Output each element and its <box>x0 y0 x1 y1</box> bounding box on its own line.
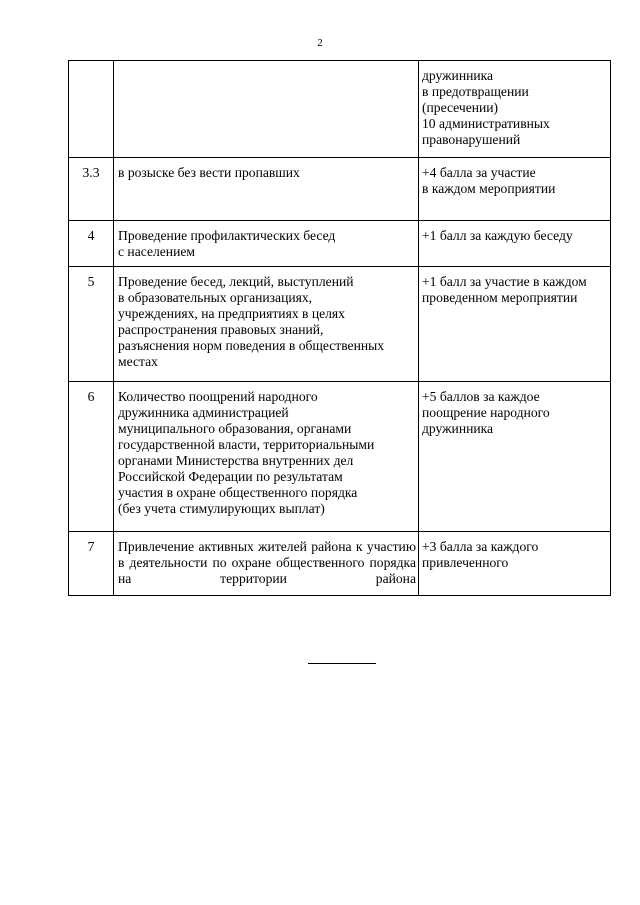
table-row <box>69 221 611 267</box>
page-number: 2 <box>317 37 323 49</box>
row-description-cell: Количество поощрений народного дружинника администрацией муниципального образования, органами государственной власти, территориальными органами Министерства внутренних дел Российской Федерации по результатам участия в охране общественного порядка (без учета стимулирующих выплат) <box>114 382 419 532</box>
table-row <box>69 382 611 532</box>
criteria-table <box>68 60 611 596</box>
row-description-cell: Привлечение активных жителей района к участию в деятельности по охране общественного порядка на территории района <box>114 532 419 596</box>
row-points-cell: +4 балла за участие в каждом мероприятии <box>419 158 611 221</box>
row-points-cell: дружинника в предотвращении (пресечении) 10 административных правонарушений <box>419 61 611 158</box>
end-of-document-line <box>308 663 376 664</box>
row-number-cell: 4 <box>69 221 114 267</box>
row-number-cell: 6 <box>69 382 114 532</box>
row-description-cell: Проведение бесед, лекций, выступлений в образовательных организациях, учреждениях, на предприятиях в целях распространения правовых знаний, разъяснения норм поведения в общественных местах <box>114 267 419 382</box>
row-number-cell: 5 <box>69 267 114 382</box>
table-row <box>69 532 611 596</box>
row-number-cell: 7 <box>69 532 114 596</box>
table-row <box>69 158 611 221</box>
row-points-cell: +1 балл за участие в каждом проведенном мероприятии <box>419 267 611 382</box>
row-description-cell <box>114 61 419 158</box>
row-points-cell: +3 балла за каждого привлеченного <box>419 532 611 596</box>
row-number-cell: 3.3 <box>69 158 114 221</box>
row-points-cell: +5 баллов за каждое поощрение народного дружинника <box>419 382 611 532</box>
row-points-cell: +1 балл за каждую беседу <box>419 221 611 267</box>
table-row <box>69 267 611 382</box>
row-description-cell: Проведение профилактических бесед с населением <box>114 221 419 267</box>
table-row <box>69 61 611 158</box>
row-number-cell <box>69 61 114 158</box>
row-description-cell: в розыске без вести пропавших <box>114 158 419 221</box>
